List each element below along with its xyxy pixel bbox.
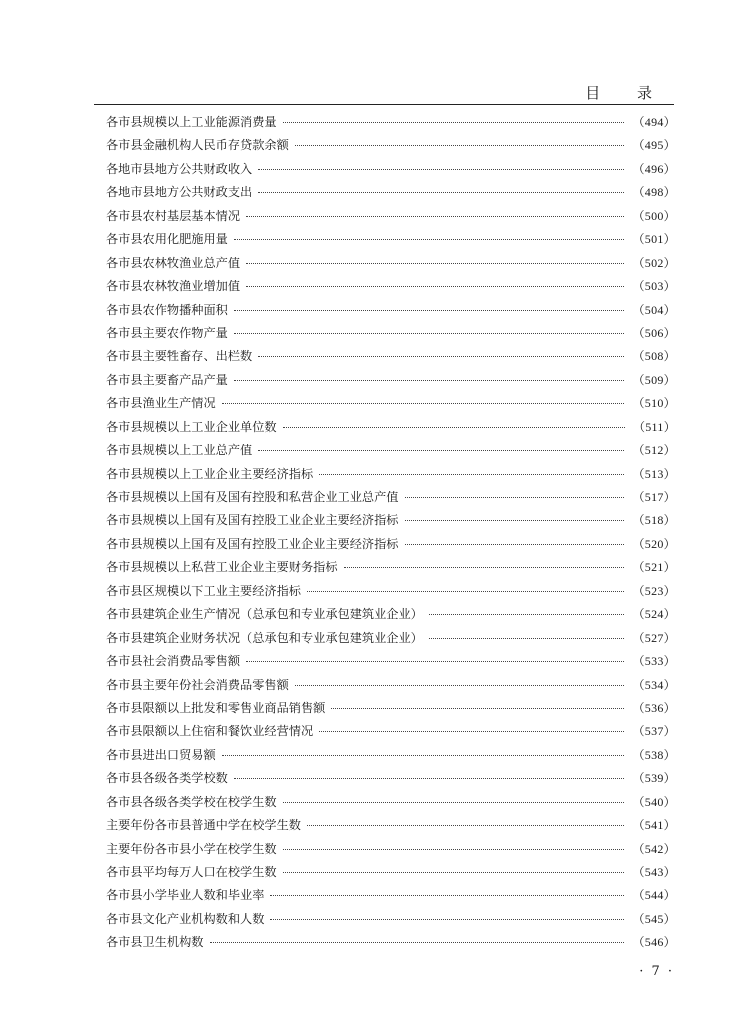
toc-entry-title: 各市县建筑企业财务状况（总承包和专业承包建筑业企业） (106, 630, 423, 645)
toc-entry-title: 各市县主要牲畜存、出栏数 (106, 349, 253, 364)
toc-entry-page: （521） (632, 560, 676, 575)
dot-leader (234, 380, 625, 381)
toc-entry[interactable] (106, 582, 676, 605)
toc-entry[interactable] (106, 277, 676, 300)
toc-entry[interactable] (106, 886, 676, 909)
toc-entry[interactable] (106, 301, 676, 324)
toc-entry[interactable] (106, 183, 676, 206)
dot-leader (319, 474, 624, 475)
toc-entry-page: （539） (632, 771, 676, 786)
dot-leader (429, 614, 625, 615)
toc-entry-title: 各地市县地方公共财政支出 (106, 185, 253, 200)
toc-entry-title: 各市县限额以上批发和零售业商品销售额 (106, 700, 326, 715)
dot-leader (405, 544, 625, 545)
toc-entry[interactable] (106, 558, 676, 581)
dot-leader (283, 872, 625, 873)
toc-entry-page: （511） (632, 419, 676, 434)
toc-entry-title: 各市县规模以上私营工业企业主要财务指标 (106, 560, 338, 575)
toc-entry-title: 各市县建筑企业生产情况（总承包和专业承包建筑业企业） (106, 607, 423, 622)
toc-entry-title: 各地市县地方公共财政收入 (106, 161, 253, 176)
toc-entry[interactable] (106, 230, 676, 253)
toc-entry-title: 各市县农林牧渔业增加值 (106, 279, 241, 294)
toc-entry[interactable] (106, 254, 676, 277)
toc-entry[interactable] (106, 324, 676, 347)
toc-entry-page: （524） (632, 607, 676, 622)
toc-entry-page: （496） (632, 161, 676, 176)
dot-leader (222, 403, 625, 404)
toc-entry-title: 各市县农作物播种面积 (106, 302, 228, 317)
toc-entry-title: 各市县主要畜产品产量 (106, 372, 228, 387)
toc-entry[interactable] (106, 676, 676, 699)
toc-entry-title: 各市县规模以上工业企业主要经济指标 (106, 466, 314, 481)
toc-entry-page: （545） (632, 911, 676, 926)
toc-entry[interactable] (106, 746, 676, 769)
toc-entry-title: 各市县主要农作物产量 (106, 325, 228, 340)
dot-leader (405, 497, 625, 498)
toc-entry-page: （543） (632, 865, 676, 879)
dot-leader (258, 450, 624, 451)
toc-entry[interactable] (106, 863, 676, 886)
toc-entry-page: （534） (632, 677, 676, 692)
dot-leader (222, 755, 625, 756)
toc-entry-title: 各市县限额以上住宿和餐饮业经营情况 (106, 724, 314, 739)
toc-entry[interactable] (106, 441, 676, 464)
dot-leader (283, 849, 625, 850)
toc-entry[interactable] (106, 394, 676, 417)
table-of-contents (106, 113, 676, 957)
toc-entry[interactable] (106, 113, 676, 136)
toc-entry[interactable] (106, 160, 676, 183)
page-header (94, 80, 674, 105)
dot-leader (270, 895, 624, 896)
toc-entry-page: （537） (632, 724, 676, 739)
toc-entry-page: （541） (632, 818, 676, 833)
toc-entry-title: 各市县规模以上工业总产值 (106, 443, 253, 458)
toc-entry[interactable] (106, 347, 676, 370)
toc-entry-page: （494） (632, 115, 676, 129)
toc-entry[interactable] (106, 207, 676, 230)
toc-entry-title: 各市县平均每万人口在校学生数 (106, 865, 277, 879)
dot-leader (307, 825, 624, 826)
toc-entry[interactable] (106, 816, 676, 839)
toc-entry-title: 各市县各级各类学校数 (106, 771, 228, 786)
toc-entry-page: （520） (632, 536, 676, 551)
toc-entry-title: 各市县农用化肥施用量 (106, 232, 228, 247)
toc-entry[interactable] (106, 629, 676, 652)
dot-leader (331, 708, 624, 709)
toc-entry-page: （510） (632, 396, 676, 411)
toc-entry-page: （501） (632, 232, 676, 247)
dot-leader (319, 731, 624, 732)
toc-entry-page: （536） (632, 700, 676, 715)
toc-entry-page: （503） (632, 279, 676, 294)
toc-entry-title: 各市县规模以上国有及国有控股工业企业主要经济指标 (106, 536, 399, 551)
toc-entry-title: 各市县小学毕业人数和毕业率 (106, 888, 265, 903)
toc-entry-title: 各市县主要年份社会消费品零售额 (106, 677, 289, 692)
toc-entry[interactable] (106, 793, 676, 816)
toc-entry[interactable] (106, 488, 676, 511)
toc-entry[interactable] (106, 418, 676, 441)
dot-leader (210, 942, 625, 943)
toc-entry-page: （512） (632, 443, 676, 458)
toc-entry[interactable] (106, 933, 676, 956)
dot-leader (234, 239, 625, 240)
toc-entry[interactable] (106, 722, 676, 745)
dot-leader (246, 216, 624, 217)
toc-entry-page: （495） (632, 138, 676, 153)
toc-entry-title: 各市县农林牧渔业总产值 (106, 255, 241, 270)
toc-entry-page: （540） (632, 794, 676, 809)
toc-entry-title: 各市县区规模以下工业主要经济指标 (106, 583, 301, 598)
toc-entry-title: 各市县规模以上工业企业单位数 (106, 419, 277, 434)
dot-leader (344, 567, 625, 568)
dot-leader (246, 286, 624, 287)
toc-entry-title: 各市县渔业生产情况 (106, 396, 216, 411)
toc-entry-page: （542） (632, 841, 676, 856)
dot-leader (270, 919, 624, 920)
dot-leader (295, 145, 625, 146)
toc-entry-title: 主要年份各市县普通中学在校学生数 (106, 818, 301, 833)
toc-entry[interactable] (106, 840, 676, 863)
dot-leader (234, 333, 625, 334)
dot-leader (405, 520, 625, 521)
dot-leader (283, 802, 625, 803)
dot-leader (258, 169, 624, 170)
toc-entry[interactable] (106, 769, 676, 792)
dot-leader (283, 122, 625, 123)
dot-leader (295, 685, 625, 686)
dot-leader (246, 661, 624, 662)
toc-entry[interactable] (106, 136, 676, 159)
toc-entry-page: （538） (632, 747, 676, 762)
toc-entry-page: （544） (632, 888, 676, 903)
dot-leader (307, 591, 624, 592)
toc-entry-page: （504） (632, 302, 676, 317)
toc-entry-page: （523） (632, 583, 676, 598)
dot-leader (258, 356, 624, 357)
toc-entry[interactable] (106, 605, 676, 628)
toc-entry[interactable] (106, 511, 676, 534)
toc-entry-page: （533） (632, 654, 676, 669)
dot-leader (429, 638, 625, 639)
toc-entry-page: （508） (632, 349, 676, 364)
toc-entry-title: 各市县金融机构人民币存贷款余额 (106, 138, 289, 153)
toc-entry-title: 各市县卫生机构数 (106, 935, 204, 950)
toc-entry-page: （546） (632, 935, 676, 950)
toc-entry[interactable] (106, 371, 676, 394)
toc-entry[interactable] (106, 910, 676, 933)
dot-leader (258, 192, 624, 193)
dot-leader (234, 310, 625, 311)
toc-entry-page: （498） (632, 185, 676, 200)
toc-entry-title: 各市县文化产业机构数和人数 (106, 911, 265, 926)
dot-leader (234, 778, 625, 779)
toc-entry-page: （502） (632, 255, 676, 270)
page-title: 目 录 (585, 84, 668, 102)
toc-entry-page: （518） (632, 513, 676, 528)
toc-entry[interactable] (106, 652, 676, 675)
toc-entry-page: （509） (632, 372, 676, 387)
toc-entry-title: 各市县进出口贸易额 (106, 747, 216, 762)
toc-entry-page: （517） (632, 490, 676, 504)
toc-entry-title: 主要年份各市县小学在校学生数 (106, 841, 277, 856)
toc-entry-title: 各市县各级各类学校在校学生数 (106, 794, 277, 809)
toc-entry-page: （513） (632, 466, 676, 481)
dot-leader (283, 427, 625, 428)
toc-entry[interactable] (106, 465, 676, 488)
toc-entry-page: （500） (632, 208, 676, 223)
toc-entry-title: 各市县农村基层基本情况 (106, 208, 241, 223)
toc-entry-page: （506） (632, 325, 676, 340)
toc-entry-title: 各市县规模以上国有及国有控股和私营企业工业总产值 (106, 490, 399, 504)
toc-entry[interactable] (106, 699, 676, 722)
toc-entry-title: 各市县规模以上国有及国有控股工业企业主要经济指标 (106, 513, 399, 528)
toc-entry[interactable] (106, 535, 676, 558)
toc-entry-title: 各市县规模以上工业能源消费量 (106, 115, 277, 129)
dot-leader (246, 263, 624, 264)
toc-entry-title: 各市县社会消费品零售额 (106, 654, 241, 669)
toc-entry-page: （527） (632, 630, 676, 645)
page-number: · 7 · (639, 964, 674, 979)
